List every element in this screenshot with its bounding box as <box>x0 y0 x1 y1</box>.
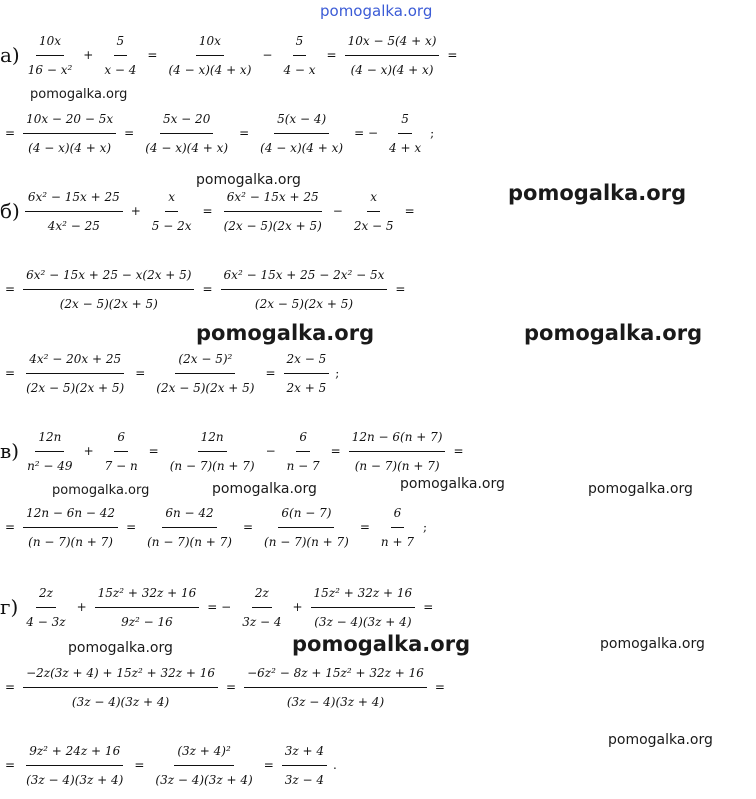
denominator: (3z − 4)(3z + 4) <box>314 614 412 629</box>
fraction <box>23 659 218 716</box>
numerator: 5(x − 4) <box>274 105 329 134</box>
fraction <box>142 105 231 162</box>
equation-d-line3 <box>0 734 756 796</box>
watermark: pomogalka.org <box>52 483 150 498</box>
denominator: x − 4 <box>104 62 137 77</box>
fraction <box>23 737 126 794</box>
denominator: (4 − x)(4 + x) <box>260 140 344 155</box>
denominator: 4x² − 25 <box>47 218 100 233</box>
watermark: pomogalka.org <box>608 732 713 748</box>
denominator: 2x − 5 <box>353 218 394 233</box>
denominator: (4 − x)(4 + x) <box>168 62 252 77</box>
fraction <box>153 345 257 402</box>
part-label: г) <box>0 595 19 619</box>
denominator: (2x − 5)(2x + 5) <box>254 296 354 311</box>
watermark: pomogalka.org <box>196 321 375 345</box>
watermark: pomogalka.org <box>68 640 173 656</box>
numerator: x <box>367 183 380 212</box>
numerator: 10x − 5(4 + x) <box>345 27 440 56</box>
denominator: (n − 7)(n + 7) <box>169 458 255 473</box>
fraction <box>167 423 258 480</box>
denominator: 7 − n <box>104 458 138 473</box>
numerator: 9z² + 24z + 16 <box>26 737 123 766</box>
operator: = <box>5 282 16 296</box>
terminator: ; <box>335 366 340 380</box>
watermark: pomogalka.org <box>524 321 703 345</box>
denominator: (2x − 5)(2x + 5) <box>156 380 255 395</box>
equation-a-line2 <box>0 102 756 164</box>
operator: = <box>5 758 16 772</box>
terminator: ; <box>422 520 427 534</box>
watermark: pomogalka.org <box>196 172 301 188</box>
numerator: 6 <box>391 499 405 528</box>
numerator: (3z + 4)² <box>174 737 233 766</box>
numerator: 5x − 20 <box>160 105 213 134</box>
operator: = <box>239 126 250 140</box>
operator: = − <box>207 600 232 614</box>
fraction <box>378 499 417 556</box>
fraction <box>95 579 200 636</box>
denominator: (2x − 5)(2x + 5) <box>59 296 158 311</box>
fraction <box>23 105 116 162</box>
fraction <box>221 261 388 318</box>
numerator: 6 <box>114 423 128 452</box>
fraction <box>23 499 118 556</box>
denominator: 3z − 4 <box>242 614 282 629</box>
operator: = <box>447 48 458 62</box>
operator: = <box>5 520 16 534</box>
numerator: 3z + 4 <box>282 737 327 766</box>
equation-a-line1 <box>0 24 756 86</box>
fraction <box>311 579 416 636</box>
operator: = <box>202 282 213 296</box>
equation-d-line1 <box>0 576 756 638</box>
denominator: (4 − x)(4 + x) <box>350 62 434 77</box>
part-label: в) <box>0 439 20 463</box>
watermark: pomogalka.org <box>292 632 471 656</box>
fraction <box>221 183 325 240</box>
operator: + <box>83 444 94 458</box>
equation-d-line2 <box>0 656 756 718</box>
numerator: 6x² − 15x + 25 − x(2x + 5) <box>23 261 194 290</box>
numerator: 6 <box>296 423 310 452</box>
denominator: (n − 7)(n + 7) <box>28 534 113 549</box>
fraction <box>282 737 327 794</box>
denominator: 16 − x² <box>27 62 73 77</box>
fraction <box>149 183 195 240</box>
operator: = <box>226 680 237 694</box>
fraction <box>244 659 427 716</box>
watermark: pomogalka.org <box>600 636 705 652</box>
watermark: pomogalka.org <box>212 481 317 497</box>
denominator: (4 − x)(4 + x) <box>145 140 229 155</box>
numerator: 10x <box>36 27 64 56</box>
denominator: n + 7 <box>380 534 414 549</box>
operator: − <box>332 204 343 218</box>
fraction <box>23 261 194 318</box>
operator: = <box>453 444 464 458</box>
numerator: 5 <box>114 27 128 56</box>
operator: − <box>262 48 273 62</box>
denominator: (n − 7)(n + 7) <box>147 534 232 549</box>
denominator: (3z − 4)(3z + 4) <box>155 772 253 787</box>
fraction <box>144 499 235 556</box>
operator: = <box>126 520 137 534</box>
operator: = <box>242 520 254 534</box>
watermark: pomogalka.org <box>508 181 687 205</box>
denominator: 5 − 2x <box>151 218 192 233</box>
operator: + <box>76 600 87 614</box>
denominator: 4 − x <box>283 62 316 77</box>
fraction <box>23 345 127 402</box>
operator: + <box>292 600 303 614</box>
fraction <box>284 345 330 402</box>
equation-c-line1 <box>0 420 756 482</box>
fraction <box>349 423 446 480</box>
denominator: (2x − 5)(2x + 5) <box>26 380 125 395</box>
numerator: 12n <box>35 423 64 452</box>
denominator: n − 7 <box>286 458 320 473</box>
watermark: pomogalka.org <box>30 87 128 102</box>
numerator: 12n − 6(n + 7) <box>349 423 446 452</box>
fraction <box>23 579 68 636</box>
numerator: 6(n − 7) <box>278 499 334 528</box>
denominator: 2x + 5 <box>286 380 327 395</box>
part-label: а) <box>0 43 20 67</box>
fraction <box>280 27 318 84</box>
operator: = <box>330 444 341 458</box>
fraction <box>239 579 284 636</box>
watermark-top: pomogalka.org <box>320 2 433 20</box>
operator: = <box>5 366 16 380</box>
fraction <box>152 737 255 794</box>
operator: = <box>148 444 159 458</box>
denominator: (n − 7)(n + 7) <box>264 534 349 549</box>
operator: + <box>130 204 141 218</box>
numerator: 5 <box>293 27 307 56</box>
numerator: −2z(3z + 4) + 15z² + 32z + 16 <box>23 659 218 688</box>
fraction <box>101 27 139 84</box>
watermark: pomogalka.org <box>400 476 505 492</box>
operator: = <box>5 126 16 140</box>
denominator: 3z − 4 <box>284 772 325 787</box>
operator: = <box>263 758 274 772</box>
numerator: 12n <box>198 423 227 452</box>
fraction <box>102 423 141 480</box>
operator: − <box>265 444 276 458</box>
numerator: 15z² + 32z + 16 <box>95 579 200 608</box>
equation-b-line2 <box>0 258 756 320</box>
operator: = <box>124 126 135 140</box>
operator: = <box>202 204 213 218</box>
denominator: n² − 49 <box>27 458 73 473</box>
fraction <box>165 27 254 84</box>
operator: + <box>83 48 94 62</box>
numerator: 6x² − 15x + 25 − 2x² − 5x <box>221 261 388 290</box>
operator: = <box>134 758 145 772</box>
denominator: (3z − 4)(3z + 4) <box>286 694 385 709</box>
fraction <box>261 499 352 556</box>
operator: = <box>265 366 276 380</box>
numerator: 15z² + 32z + 16 <box>311 579 416 608</box>
operator: = − <box>354 126 379 140</box>
operator: = <box>423 600 434 614</box>
fraction <box>25 27 76 84</box>
fraction <box>257 105 346 162</box>
operator: = <box>147 48 158 62</box>
numerator: 6x² − 15x + 25 <box>224 183 322 212</box>
numerator: 4x² − 20x + 25 <box>26 345 124 374</box>
numerator: 2z <box>252 579 272 608</box>
operator: = <box>326 48 337 62</box>
numerator: 10x <box>196 27 224 56</box>
operator: = <box>359 520 370 534</box>
numerator: x <box>165 183 178 212</box>
fraction <box>345 27 440 84</box>
numerator: 2x − 5 <box>284 345 330 374</box>
equation-c-line2 <box>0 496 756 558</box>
equation-b-line1 <box>0 180 756 242</box>
denominator: (2x − 5)(2x + 5) <box>223 218 322 233</box>
numerator: 5 <box>398 105 412 134</box>
denominator: (4 − x)(4 + x) <box>28 140 112 155</box>
operator: = <box>135 366 146 380</box>
terminator: . <box>333 758 337 772</box>
equation-b-line3 <box>0 342 756 404</box>
denominator: (3z − 4)(3z + 4) <box>71 694 170 709</box>
operator: = <box>404 204 415 218</box>
numerator: 10x − 20 − 5x <box>23 105 116 134</box>
watermark: pomogalka.org <box>588 481 693 497</box>
operator: = <box>5 680 16 694</box>
fraction <box>25 183 123 240</box>
denominator: (n − 7)(n + 7) <box>354 458 440 473</box>
numerator: 2z <box>36 579 56 608</box>
fraction <box>24 423 76 480</box>
numerator: 12n − 6n − 42 <box>23 499 118 528</box>
fraction <box>386 105 424 162</box>
numerator: 6x² − 15x + 25 <box>25 183 123 212</box>
denominator: 4 − 3z <box>26 614 66 629</box>
numerator: (2x − 5)² <box>175 345 235 374</box>
part-label: б) <box>0 199 20 223</box>
denominator: 4 + x <box>389 140 422 155</box>
fraction <box>284 423 323 480</box>
operator: = <box>434 680 445 694</box>
numerator: 6n − 42 <box>162 499 216 528</box>
operator: = <box>395 282 406 296</box>
denominator: (3z − 4)(3z + 4) <box>26 772 124 787</box>
numerator: −6z² − 8z + 15z² + 32z + 16 <box>244 659 427 688</box>
terminator: ; <box>430 126 435 140</box>
denominator: 9z² − 16 <box>121 614 173 629</box>
fraction <box>351 183 397 240</box>
